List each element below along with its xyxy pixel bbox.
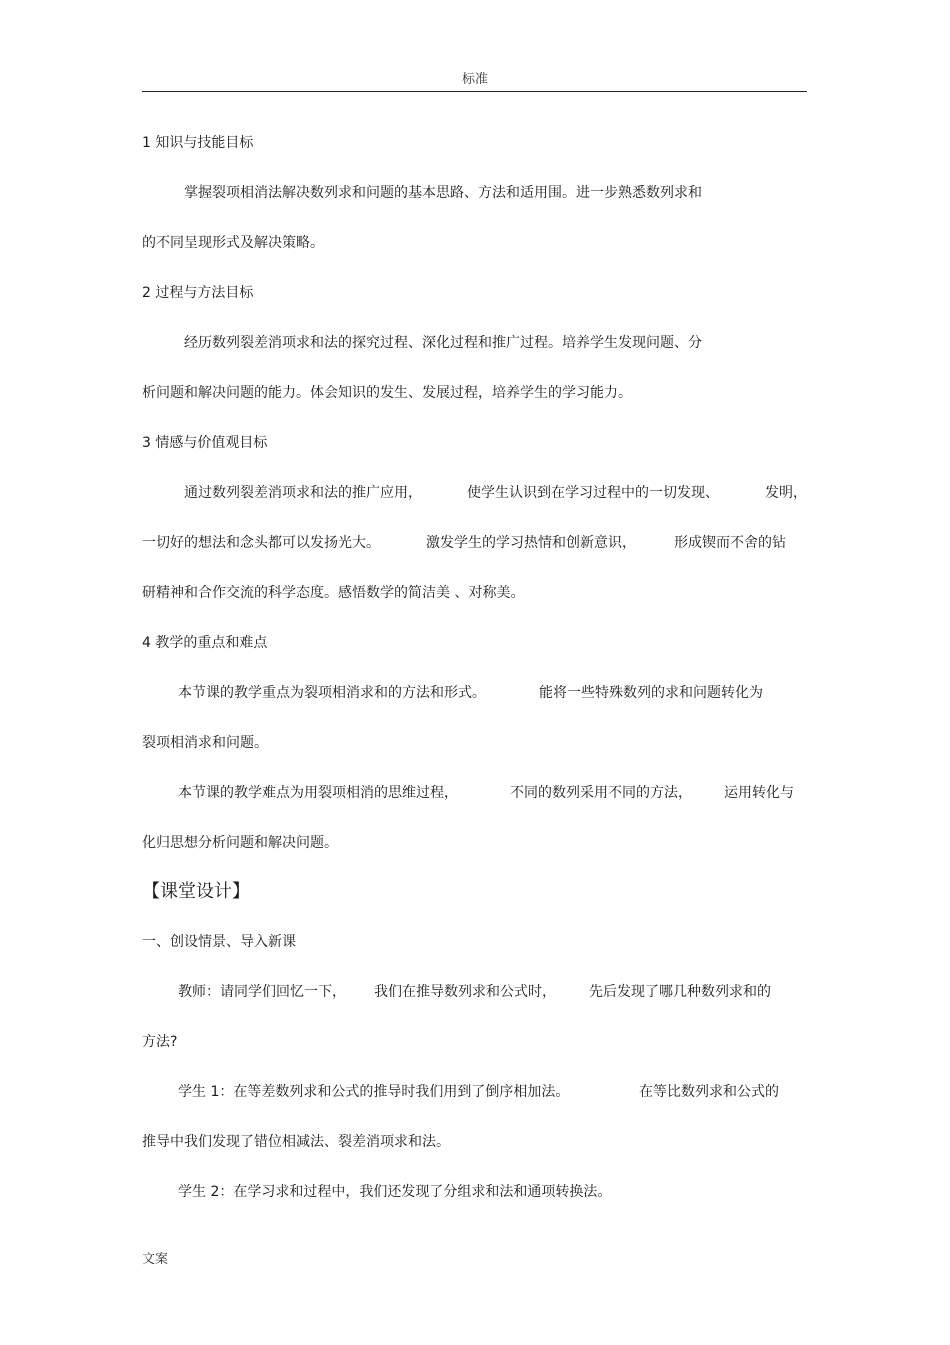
section-2-title: 2 过程与方法目标 xyxy=(142,285,254,301)
classroom-design-heading: 【课堂设计】 xyxy=(142,881,250,902)
section-3-line-2-part-2: 激发学生的学习热情和创新意识， xyxy=(426,535,636,551)
section-4-title: 4 教学的重点和难点 xyxy=(142,635,268,651)
section-3-line-2-part-3: 形成锲而不舍的钻 xyxy=(674,535,786,551)
section-3-line-1-part-1: 通过数列裂差消项求和法的推广应用， xyxy=(184,485,422,501)
section-1-title: 1 知识与技能目标 xyxy=(142,135,254,151)
section-3-line-2-part-1: 一切好的想法和念头都可以发扬光大。 xyxy=(142,535,380,551)
section-3-line-1-part-2: 使学生认识到在学习过程中的一切发现、 xyxy=(467,485,719,501)
section-2-paragraph-line-1: 经历数列裂差消项求和法的探究过程、深化过程和推广过程。培养学生发现问题、分 xyxy=(184,335,702,351)
section-4-line-4: 化归思想分析问题和解决问题。 xyxy=(142,835,338,851)
student-1-line-1-part-2: 在等比数列求和公式的 xyxy=(639,1084,779,1100)
section-4-line-3-part-1: 本节课的教学难点为用裂项相消的思维过程， xyxy=(178,785,458,801)
student-1-line-2: 推导中我们发现了错位相减法、裂差消项求和法。 xyxy=(142,1134,450,1150)
student-2-line-1: 学生 2：在学习求和过程中，我们还发现了分组求和法和通项转换法。 xyxy=(178,1184,612,1200)
section-2-paragraph-line-2: 析问题和解决问题的能力。体会知识的发生、发展过程，培养学生的学习能力。 xyxy=(142,385,632,401)
teacher-line-1-part-2: 我们在推导数列求和公式时， xyxy=(374,984,556,1000)
section-1-paragraph-line-2: 的不同呈现形式及解决策略。 xyxy=(142,235,324,251)
section-4-line-3-part-2: 不同的数列采用不同的方法， xyxy=(510,785,692,801)
section-3-line-3: 研精神和合作交流的科学态度。感悟数学的简洁美 、对称美。 xyxy=(142,585,525,601)
part-1-title: 一、创设情景、导入新课 xyxy=(142,934,296,950)
teacher-line-2: 方法? xyxy=(142,1034,178,1050)
page-header-title: 标准 xyxy=(461,72,488,87)
header-divider xyxy=(142,91,807,92)
section-4-line-1-part-1: 本节课的教学重点为裂项相消求和的方法和形式。 xyxy=(178,685,486,701)
section-3-title: 3 情感与价值观目标 xyxy=(142,435,268,451)
page-footer-text: 文案 xyxy=(142,1252,169,1267)
section-4-line-3-part-3: 运用转化与 xyxy=(724,785,794,801)
teacher-line-1-part-3: 先后发现了哪几种数列求和的 xyxy=(589,984,771,1000)
section-1-paragraph-line-1: 掌握裂项相消法解决数列求和问题的基本思路、方法和适用围。进一步熟悉数列求和 xyxy=(184,185,702,201)
section-4-line-2: 裂项相消求和问题。 xyxy=(142,735,268,751)
teacher-line-1-part-1: 教师：请同学们回忆一下， xyxy=(178,984,346,1000)
section-3-line-1-part-3: 发明， xyxy=(765,485,807,501)
section-4-line-1-part-2: 能将一些特殊数列的求和问题转化为 xyxy=(539,685,763,701)
student-1-line-1-part-1: 学生 1：在等差数列求和公式的推导时我们用到了倒序相加法。 xyxy=(178,1084,570,1100)
